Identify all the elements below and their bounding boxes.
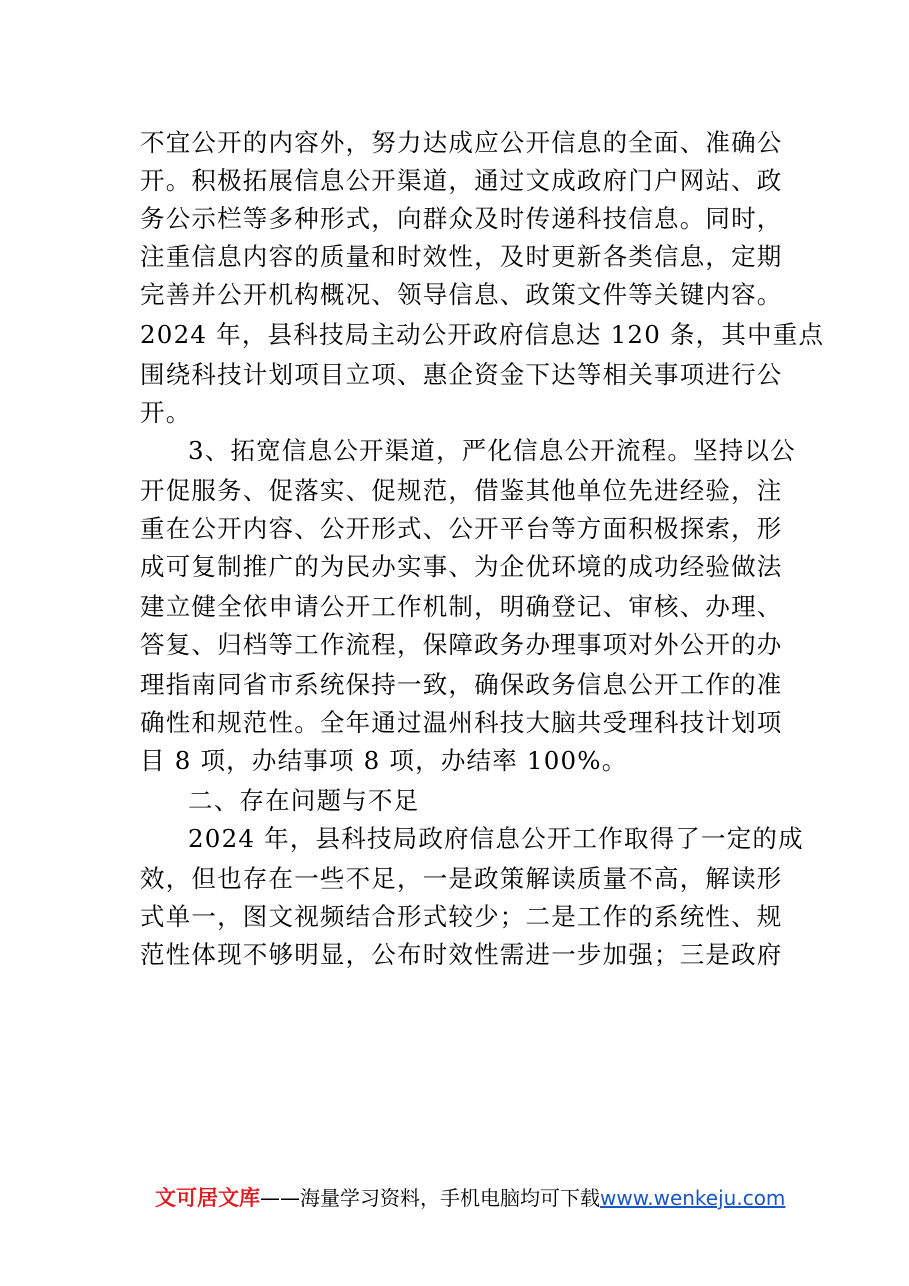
- text-line: 完善并公开机构概况、领导信息、政策文件等关键内容。: [140, 280, 783, 309]
- footer-banner: [155, 1180, 795, 1216]
- text-line: 建立健全依申请公开工作机制，明确登记、审核、办理、: [140, 592, 783, 621]
- text-line: 范性体现不够明显，公布时效性需进一步加强；三是政府: [140, 940, 783, 969]
- paragraph-start-line: 2024 年，县科技局政府信息公开工作取得了一定的成: [188, 824, 804, 853]
- text-line: 围绕科技计划项目立项、惠企资金下达等相关事项进行公: [140, 360, 783, 389]
- text-line: 重在公开内容、公开形式、公开平台等方面积极探索，形: [140, 514, 783, 543]
- paragraph-start-line: 3、拓宽信息公开渠道，严化信息公开流程。坚持以公: [188, 436, 796, 465]
- text-line: 答复、归档等工作流程，保障政务办理事项对外公开的办: [140, 630, 783, 659]
- text-line: 确性和规范性。全年通过温州科技大脑共受理科技计划项: [140, 708, 783, 737]
- brand-name: 文可居文库: [155, 1186, 260, 1210]
- text-line: 式单一，图文视频结合形式较少；二是工作的系统性、规: [140, 902, 783, 931]
- text-line: 务公示栏等多种形式，向群众及时传递科技信息。同时，: [140, 204, 783, 233]
- section-heading: 二、存在问题与不足: [188, 786, 420, 815]
- text-line: 不宜公开的内容外，努力达成应公开信息的全面、准确公: [140, 128, 783, 157]
- text-line: 理指南同省市系统保持一致，确保政务信息公开工作的准: [140, 670, 783, 699]
- text-line: 目 8 项，办结事项 8 项，办结率 100%。: [140, 746, 628, 775]
- text-line: 开。: [140, 398, 192, 427]
- text-line: 成可复制推广的为民办实事、为企优环境的成功经验做法: [140, 552, 783, 581]
- footer-slogan: ——海量学习资料，手机电脑均可下载: [260, 1186, 600, 1210]
- text-line: 注重信息内容的质量和时效性，及时更新各类信息，定期: [140, 242, 783, 271]
- text-line: 效，但也存在一些不足，一是政策解读质量不高，解读形: [140, 864, 783, 893]
- text-line: 开。积极拓展信息公开渠道，通过文成政府门户网站、政: [140, 166, 783, 195]
- text-line: 2024 年，县科技局主动公开政府信息达 120 条，其中重点: [140, 320, 825, 349]
- text-line: 开促服务、促落实、促规范，借鉴其他单位先进经验，注: [140, 476, 783, 505]
- website-link[interactable]: www.wenkeju.com: [600, 1186, 786, 1210]
